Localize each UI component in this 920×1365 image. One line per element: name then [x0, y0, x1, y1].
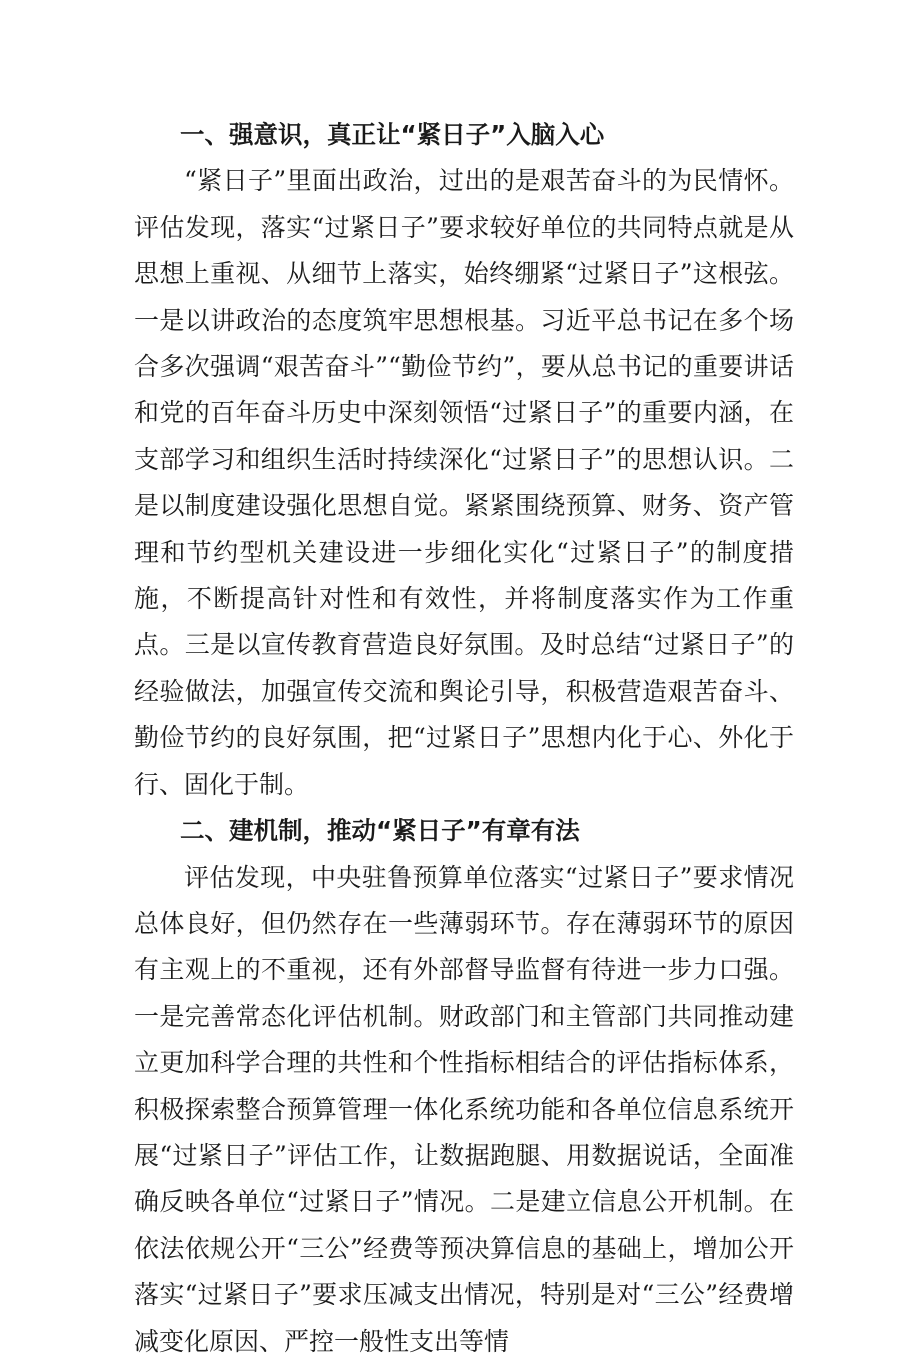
section-1-heading: 一、强意识，真正让“紧日子”入脑入心 [180, 120, 605, 149]
section-2-paragraph: 评估发现，中央驻鲁预算单位落实“过紧日子”要求情况总体良好，但仍然存在一些薄弱环节。存在薄弱环节的原因有主观上的不重视，还有外部督导监督有待进一步力口强。一是完善常态化评估机制。财政部门和主管部门共同推动建立更加科学合理的共性和个性指标相结合的评估指标体系，积极探索整合预算管理一体化系统功能和各单位信息系统开展“过紧日子”评估工作，让数据跑腿、用数据说话，全面准确反映各单位“过紧日子”情况。二是建立信息公开机制。在依法依规公开“三公”经费等预决算信息的基础上，增加公开落实“过紧日子”要求压减支出情况，特别是对“三公”经费增减变化原因、严控一般性支出等情 [134, 862, 794, 1356]
document-body [134, 112, 794, 1365]
section-1-paragraph: “紧日子”里面出政治，过出的是艰苦奋斗的为民情怀。评估发现，落实“过紧日子”要求较好单位的共同特点就是从思想上重视、从细节上落实，始终绷紧“过紧日子”这根弦。一是以讲政治的态度筑牢思想根基。习近平总书记在多个场合多次强调“艰苦奋斗”“勤俭节约”，要从总书记的重要讲话和党的百年奋斗历史中深刻领悟“过紧日子”的重要内涵，在支部学习和组织生活时持续深化“过紧日子”的思想认识。二是以制度建设强化思想自觉。紧紧围绕预算、财务、资产管理和节约型机关建设进一步细化实化“过紧日子”的制度措施，不断提高针对性和有效性，并将制度落实作为工作重点。三是以宣传教育营造良好氛围。及时总结“过紧日子”的经验做法，加强宣传交流和舆论引导，积极营造艰苦奋斗、勤俭节约的良好氛围，把“过紧日子”思想内化于心、外化于行、固化于制。 [134, 166, 794, 799]
section-2-heading: 二、建机制，推动“紧日子”有章有法 [180, 816, 580, 846]
